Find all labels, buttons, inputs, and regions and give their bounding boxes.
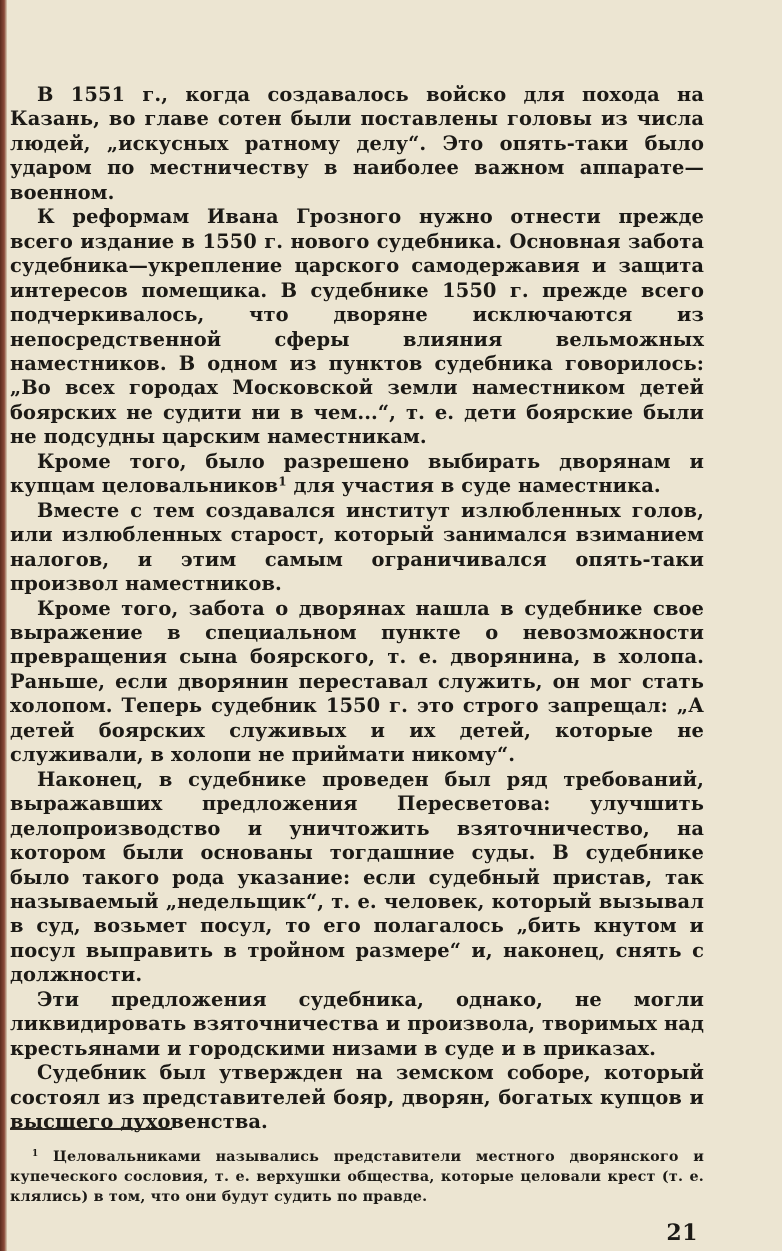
book-spine-edge [0, 0, 7, 1251]
footnote-divider [10, 1128, 172, 1130]
paragraph-7: Эти предложения судебника, однако, не могли ликвидировать взяточничества и произвола, творимых над крестьянами и городскими низами в суде и в приказах. [10, 987, 704, 1060]
paragraph-2: К реформам Ивана Грозного нужно отнести прежде всего издание в 1550 г. нового судебника. Основная забота судебника—укрепление царского самодержавия и защита интересов помещика. В судебнике 1550 г. прежде всего подчеркивалось, что дворяне исключаются из непосредственной сферы влияния вельможных наместников. В одном из пунктов судебника говорилось: „Во всех городах Московской земли наместником детей боярских не судити ни в чем...“, т. е. дети боярские были не подсудны царским наместникам. [10, 205, 704, 449]
footnote [10, 1147, 704, 1207]
page-body [10, 83, 704, 1134]
footnote-reference: 1 [278, 474, 287, 489]
paragraph-8: Судебник был утвержден на земском соборе, который состоял из представителей бояр, дворян, богатых купцов и высшего духовенства. [10, 1061, 704, 1134]
footnote-marker: 1 [32, 1149, 39, 1160]
paragraph-4: Вместе с тем создавался институт излюбленных голов, или излюбленных старост, который занимался взиманием налогов, и этим самым ограничивался опять-таки произвол наместников. [10, 498, 704, 596]
paragraph-5: Кроме того, забота о дворянах нашла в судебнике свое выражение в специальном пункте о невозможности превращения сына боярского, т. е. дворянина, в холопа. Раньше, если дворянин переставал служить, он мог стать холопом. Теперь судебник 1550 г. это строго запрещал: „А детей боярских служивых и их детей, которые не служивали, в холопи не приймати никому“. [10, 596, 704, 767]
footnote-text: Целовальниками назывались представители местного дворянского и купеческого сословия, т. е. верхушки общества, которые целовали крест (т. е. клялись) в том, что они будут судить по правде. [10, 1149, 704, 1205]
paragraph-3-text: Кроме того, было разрешено выбирать дворянам и купцам целовальников [10, 449, 704, 498]
paragraph-3-continuation: для участия в суде наместника. [293, 474, 661, 498]
paragraph-3 [10, 450, 704, 499]
page-number: 21 [666, 1220, 698, 1246]
paragraph-6: Наконец, в судебнике проведен был ряд требований, выражавших предложения Пересветова: улучшить делопроизводство и уничтожить взяточничество, на котором были основаны тогдашние суды. В судебнике было такого рода указание: если судебный пристав, так называемый „недельщик“, т. е. человек, который вызывал в суд, возьмет посул, то его полагалось „бить кнутом и посул выправить в тройном размере“ и, наконец, снять с должности. [10, 767, 704, 987]
paragraph-1: В 1551 г., когда создавалось войско для похода на Казань, во главе сотен были поставлены головы из числа людей, „искусных ратному делу“. Это опять-таки было ударом по местничеству в наиболее важном аппарате—военном. [10, 83, 704, 204]
